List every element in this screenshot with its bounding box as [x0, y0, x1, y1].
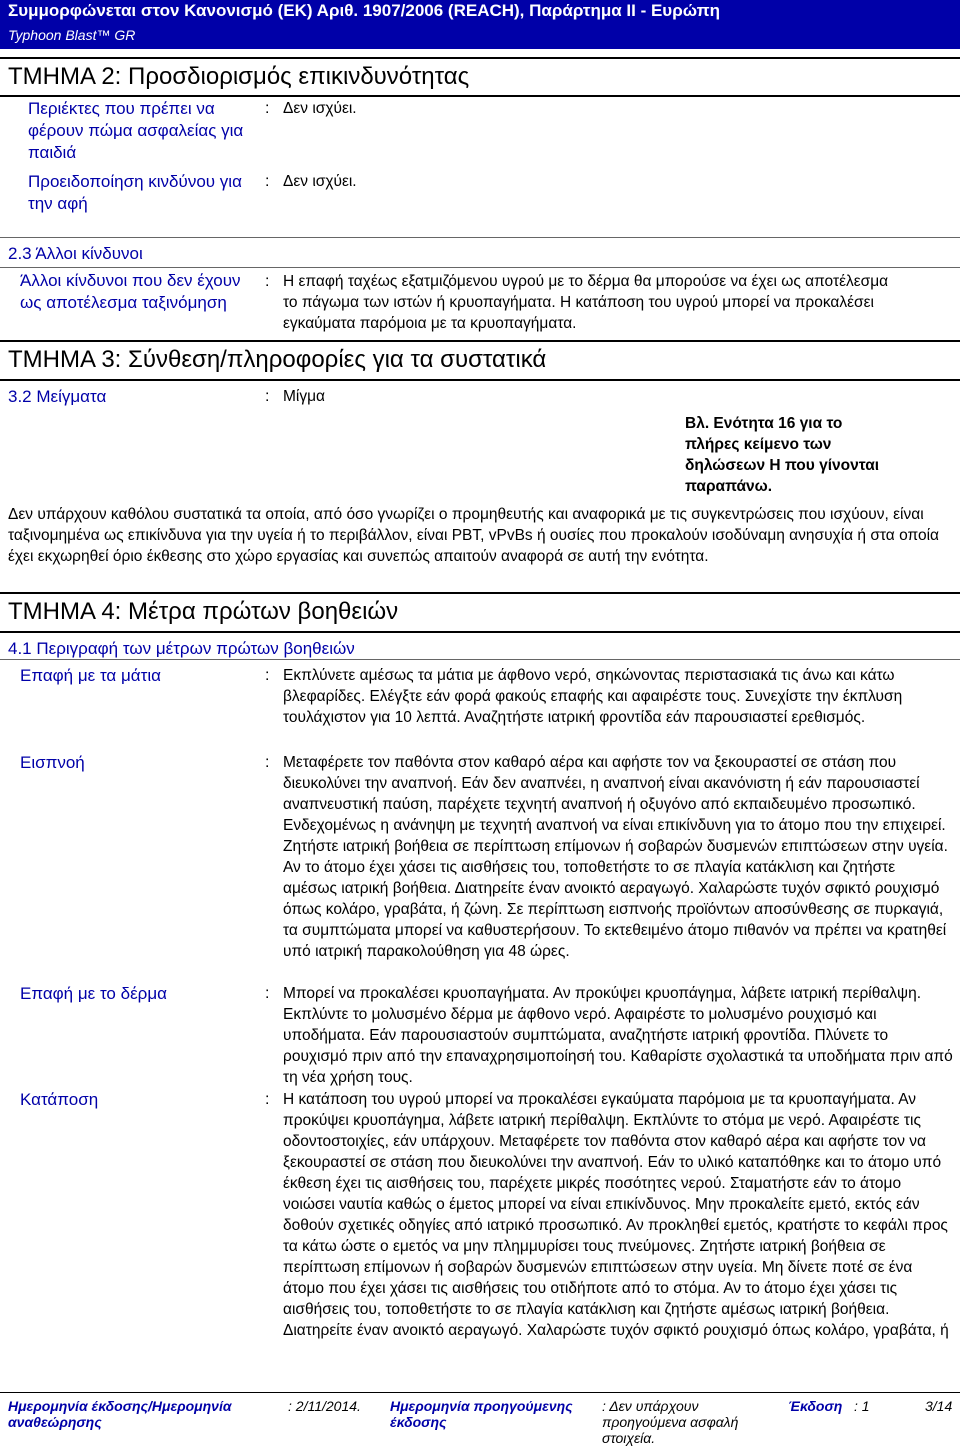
eye-contact-value: Εκπλύνετε αμέσως τα μάτια με άφθονο νερό, σηκώνοντας περιστασιακά τις άνω και κάτω βλεφαρίδες. Ελέγξτε εάν φορά φακούς επαφής και αφαιρέστε τους. Συνεχίστε την έκπλυση τουλάχιστον για 10 λεπτά. Αναζητήστε ιατρική φροντίδα εάν παρουσιαστεί ερεθισμός.	[283, 667, 903, 726]
footer-divider	[0, 1392, 960, 1393]
section-divider	[0, 57, 960, 59]
tactile-warning-label: Προειδοποίηση κινδύνου για την αφή	[28, 172, 242, 213]
inhalation-label: Εισπνοή	[20, 753, 85, 772]
child-resistant-value: Δεν ισχύει.	[283, 100, 357, 117]
separator-colon: :	[265, 388, 270, 405]
separator-colon: :	[265, 667, 270, 684]
section-divider	[0, 340, 960, 342]
regulation-banner: Συμμορφώνεται στον Κανονισμό (ΕΚ) Αριθ. 1907/2006 (REACH), Παράρτημα II - Ευρώπη	[0, 0, 960, 22]
separator-colon: :	[265, 754, 270, 771]
section-divider	[0, 95, 960, 97]
tactile-warning-value: Δεν ισχύει.	[283, 173, 357, 190]
subsection-divider	[0, 267, 960, 268]
subsection-divider	[0, 659, 960, 660]
eye-contact-label: Επαφή με τα μάτια	[20, 666, 161, 685]
other-hazards-heading: 2.3 Άλλοι κίνδυνοι	[8, 244, 143, 263]
inhalation-value: Μεταφέρετε τον παθόντα στον καθαρό αέρα και αφήστε τον να ξεκουραστεί σε στάση που διευκολύνει την αναπνοή. Εάν δεν αναπνέει, η αναπνοή είναι ακανόνιστη ή εάν παρουσιαστεί αναπνευστική παύση, παρέχετε τεχνητή αναπνοή ή οξυγόνο από εκπαιδευμένο προσωπικό. Ενδεχομένως η ανάνηψη με τεχνητή αναπνοή να είναι επικίνδυνη για το άτομο που την επιχειρεί. Ζητήστε ιατρική βοήθεια σε περίπτωση επίμονων ή σοβαρών δυσμενών επιπτώσεων στην υγεία. Αν το άτομο έχει χάσει τις αισθήσεις του, τοποθετήστε το σε πλαγία κατάκλιση και ζητήστε αμέσως ιατρική βοήθεια. Διατηρείτε έναν ανοικτό αεραγωγό. Χαλαρώστε τυχόν σφικτό ρουχισμό όπως κολάρο, γραβάτα, ή ζώνη. Σε περίπτωση εισπνοής προϊόντων αποσύνθεσης σε πυρκαγιά, τα συμπτώματα μπορεί να καθυστερήσουν. Το εκτεθειμένο άτομο πιθανόν να πρέπει να κρατηθεί υπό ιατρική παρακολούθηση για 48 ώρες.	[283, 754, 948, 960]
first-aid-subheading: 4.1 Περιγραφή των μέτρων πρώτων βοηθειών	[8, 639, 355, 658]
ingredients-paragraph: Δεν υπάρχουν καθόλου συστατικά τα οποία, από όσο γνωρίζει ο προμηθευτής και αναφορικά με τις συγκεντρώσεις που ισχύουν, είναι ταξινομημένα ως επικίνδυνα για την υγεία ή το περιβάλλον, είναι PBT, vPvBs ή ουσίες που προκαλούν ισοδύναμη ανησυχία ή στα οποία έχει εκχωρηθεί όριο έκθεσης στο χώρο εργασίας και συνεπώς απαιτούν αναφορά σε αυτή την ενότητα.	[8, 506, 939, 565]
separator-colon: :	[265, 985, 270, 1002]
skin-contact-value: Μπορεί να προκαλέσει κρυοπαγήματα. Αν προκύψει κρυοπάγημα, λάβετε ιατρική περίθαλψη. Εκπλύντε το μολυσμένο δέρμα με άφθονο νερό. Αφαιρέστε το μολυσμένο ρουχισμό και υποδήματα. Εάν παρουσιαστούν συμπτώματα, αναζητήστε ιατρική φροντίδα. Πλύνετε το ρουχισμό πριν από την επαναχρησιμοποίησή του. Καθαρίστε σχολαστικά τα υποδήματα πριν από τη νέα χρήση τους.	[283, 985, 953, 1086]
separator-colon: :	[265, 273, 270, 290]
section-3-title: ΤΜΗΜΑ 3: Σύνθεση/πληροφορίες για τα συστατικά	[8, 346, 547, 373]
separator-colon: :	[265, 100, 270, 117]
product-name: Typhoon Blast™ GR	[0, 22, 960, 49]
section-2-title: ΤΜΗΜΑ 2: Προσδιορισμός επικινδυνότητας	[8, 63, 470, 90]
version-value: : 1	[854, 1398, 870, 1414]
mixtures-value: Μίγμα	[283, 388, 325, 405]
other-hazards-value: Η επαφή ταχέως εξατμιζόμενου υγρού με το δέρμα θα μπορούσε να έχει ως αποτέλεσμα το πάγωμα των ιστών ή κρυοπαγήματα. Η κατάποση του υγρού μπορεί να προκαλέσει εγκαύματα παρόμοια με τα κρυοπαγήματα.	[283, 273, 889, 332]
section-divider	[0, 592, 960, 594]
subsection-divider	[0, 237, 960, 238]
issue-date-value: : 2/11/2014.	[288, 1398, 361, 1414]
section-divider	[0, 379, 960, 381]
other-hazards-label: Άλλοι κίνδυνοι που δεν έχουν ως αποτέλεσμα ταξινόμηση	[20, 271, 241, 312]
h-statements-note: Βλ. Ενότητα 16 για το πλήρες κείμενο των δηλώσεων Η που γίνονται παραπάνω.	[685, 415, 880, 495]
separator-colon: :	[265, 173, 270, 190]
child-resistant-label: Περιέκτες που πρέπει να φέρουν πώμα ασφαλείας για παιδιά	[28, 99, 244, 162]
version-label: Έκδοση	[788, 1398, 843, 1414]
section-divider	[0, 631, 960, 633]
separator-colon: :	[265, 1091, 270, 1108]
section-4-title: ΤΜΗΜΑ 4: Μέτρα πρώτων βοηθειών	[8, 598, 399, 625]
page-number: 3/14	[925, 1398, 953, 1414]
skin-contact-label: Επαφή με το δέρμα	[20, 984, 167, 1003]
mixtures-label: 3.2 Μείγματα	[8, 387, 107, 406]
previous-date-value: : Δεν υπάρχουν προηγούμενα ασφαλή στοιχεία.	[602, 1398, 739, 1446]
ingestion-label: Κατάποση	[20, 1090, 99, 1109]
previous-date-label: Ημερομηνία προηγούμενης έκδοσης	[390, 1398, 573, 1430]
ingestion-value: Η κατάποση του υγρού μπορεί να προκαλέσει εγκαύματα παρόμοια με τα κρυοπαγήματα. Αν προκύψει κρυοπάγημα, λάβετε ιατρική περίθαλψη. Εκπλύντε το στόμα με νερό. Αφαιρέστε τις οδοντοστοιχίες, εάν υπάρχουν. Μεταφέρετε τον παθόντα στον καθαρό αέρα και αφήστε τον να ξεκουραστεί σε στάση που διευκολύνει την αναπνοή. Εάν το υλικό καταπόθηκε και το άτομο υπό έκθεση έχει τις αισθήσεις του, παρέχετε μικρές ποσότητες νερού. Σταματήστε εάν το άτομο νοιώσει ναυτία καθώς ο έμετος μπορεί να είναι επικίνδυνος. Μην προκαλείτε εμετό, εκτός εάν δοθούν σχετικές οδηγίες από ιατρικό προσωπικό. Αν προκληθεί εμετός, κρατήστε το κεφάλι προς τα κάτω ώστε ο εμετός να μην πλημμυρίσει τους πνεύμονες. Ζητήστε ιατρική βοήθεια σε περίπτωση επίμονων ή σοβαρών δυσμενών επιπτώσεων στην υγεία. Μη δίνετε ποτέ σε ένα άτομο που έχει χάσει τις αισθήσεις του οτιδήποτε από το στόμα. Αν το άτομο έχει χάσει τις αισθήσεις του, τοποθετήστε το σε πλαγία κατάκλιση και ζητήστε αμέσως ιατρική βοήθεια. Διατηρείτε έναν ανοικτό αεραγωγό. Χαλαρώστε τυχόν σφικτό ρουχισμό όπως κολάρο, γραβάτα, ή	[283, 1091, 949, 1339]
issue-date-label: Ημερομηνία έκδοσης/Ημερομηνία αναθεώρησης	[8, 1398, 232, 1430]
